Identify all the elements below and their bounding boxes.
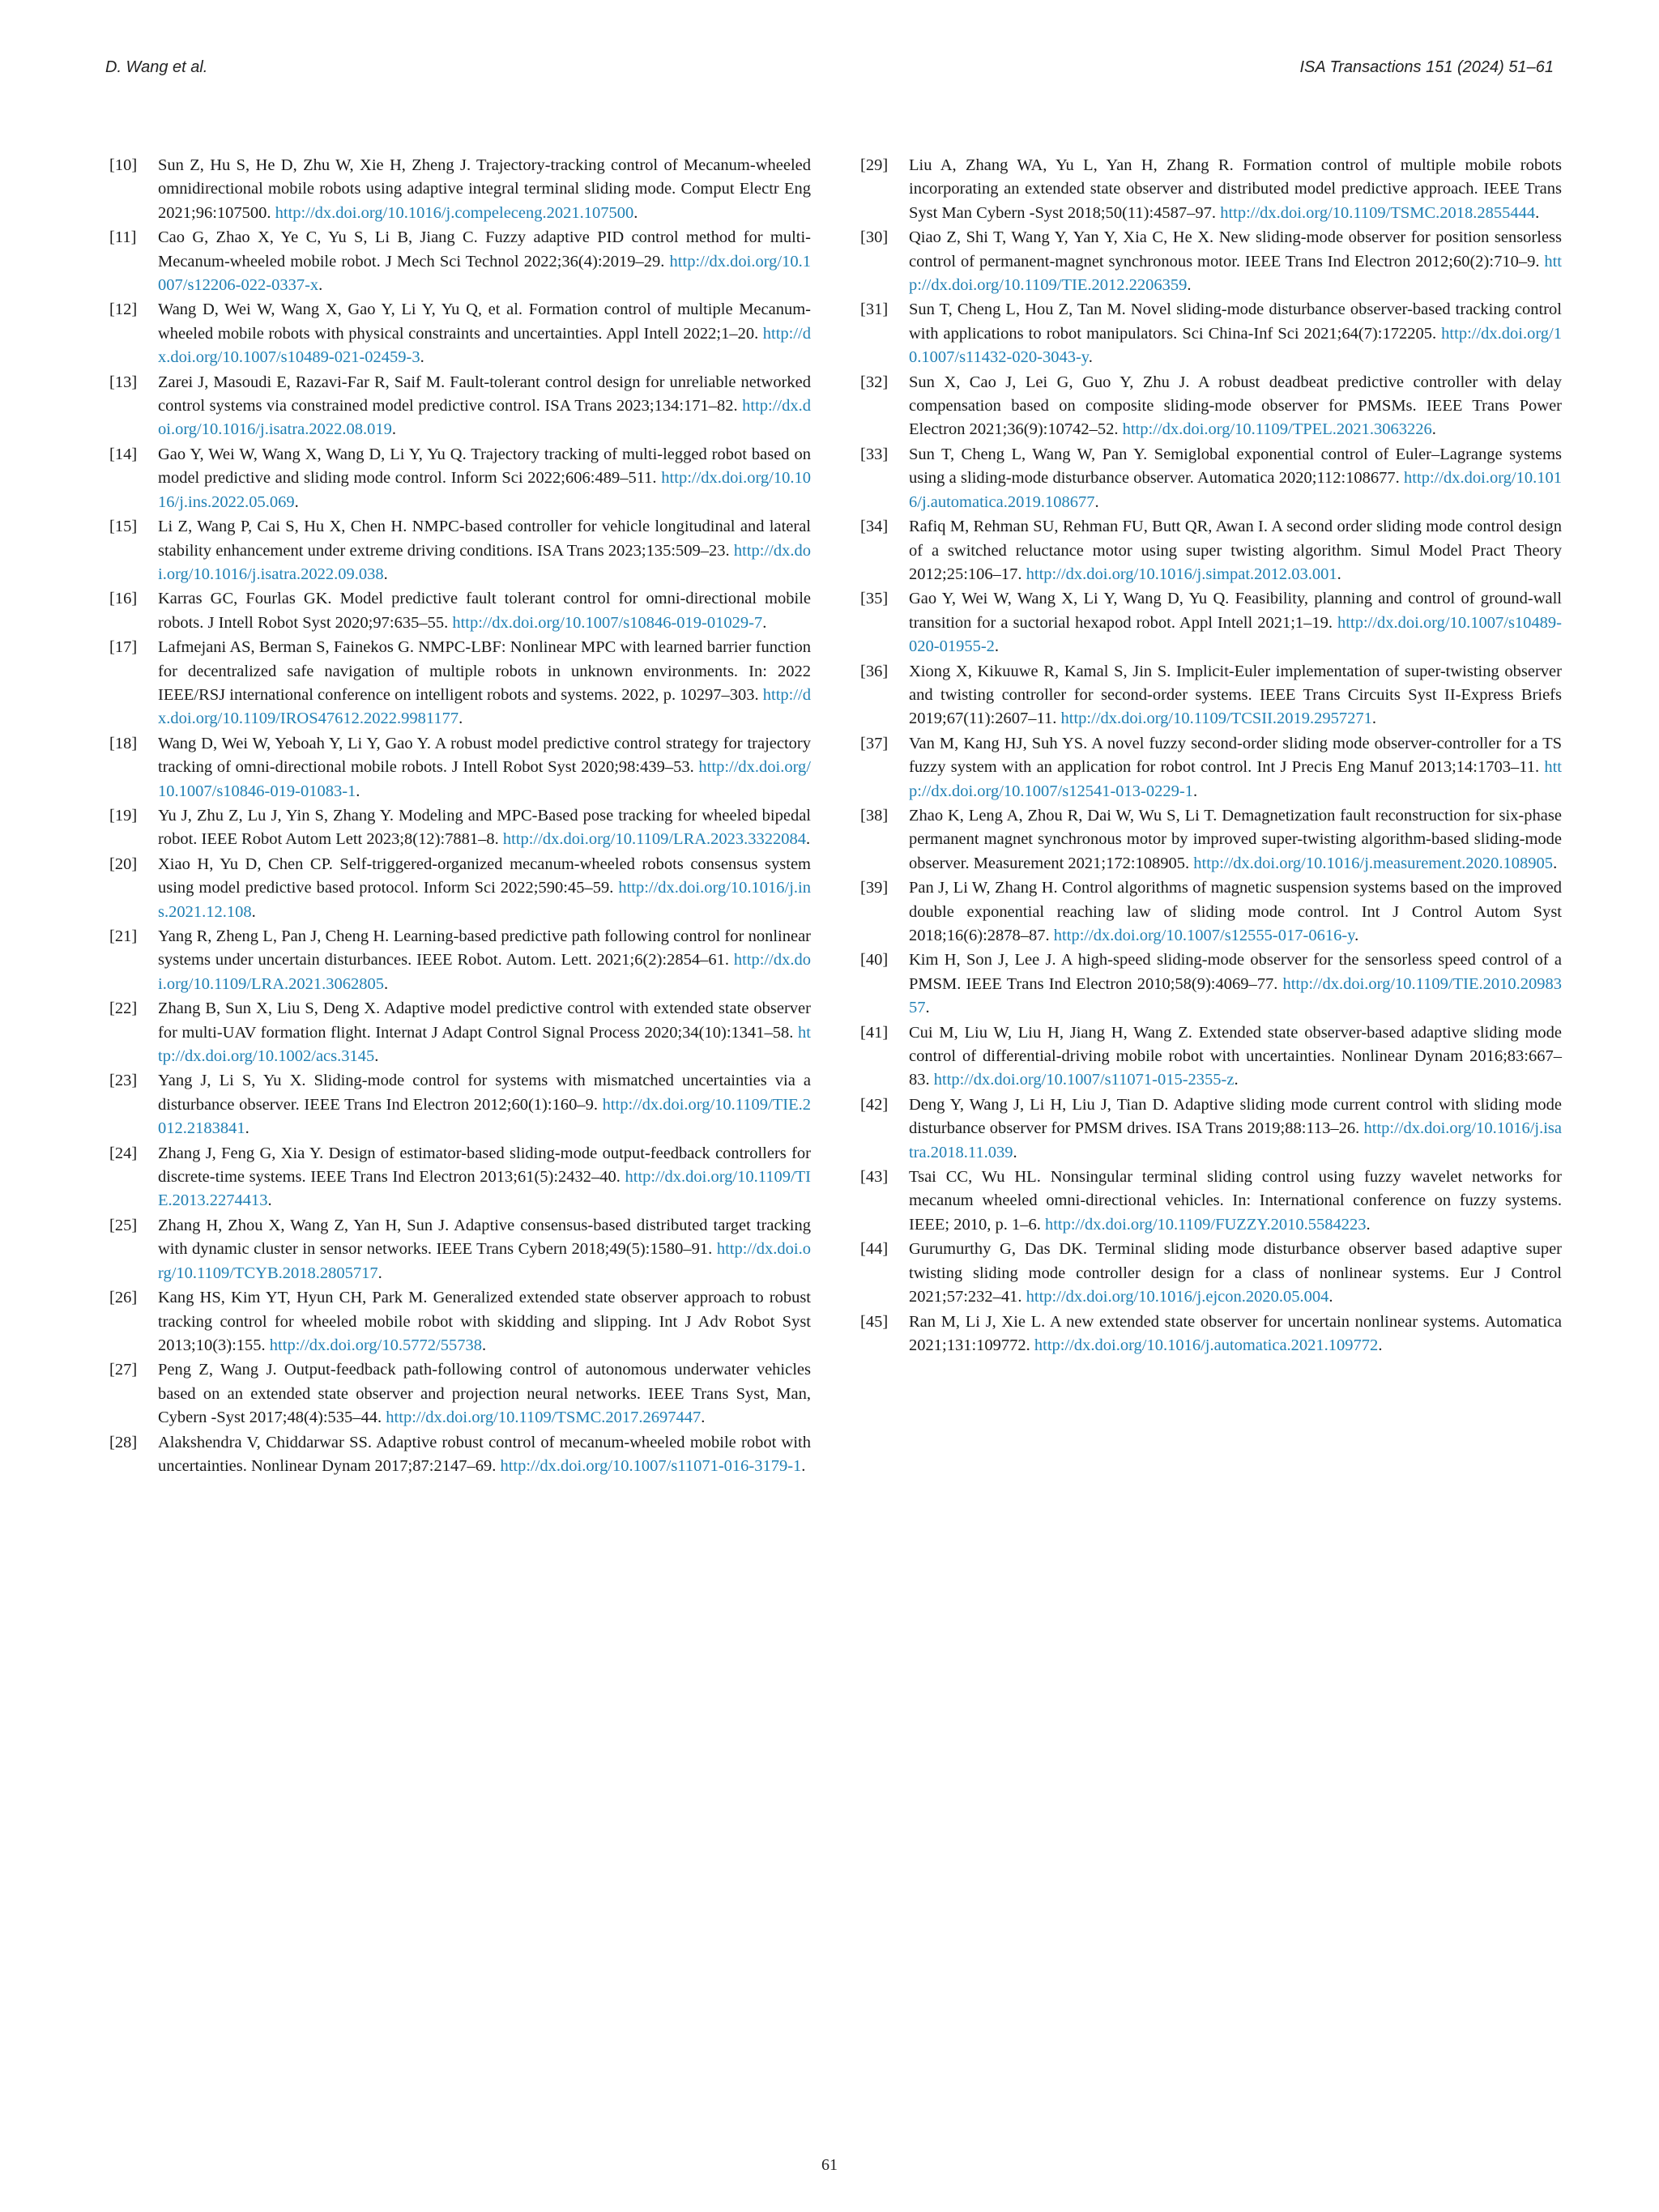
reference-doi-link[interactable]: http://dx.doi.org/10.1109/TSMC.2017.2697447: [386, 1409, 702, 1427]
reference-end-punctuation: .: [384, 974, 389, 993]
reference-end-punctuation: .: [1328, 1288, 1333, 1306]
reference-number: [31]: [860, 300, 889, 319]
reference-end-punctuation: .: [377, 1264, 382, 1282]
reference-doi-link[interactable]: http://dx.doi.org/10.1007/s11071-015-2355-z: [933, 1071, 1235, 1089]
reference-number: [41]: [860, 1023, 889, 1042]
reference-number: [45]: [860, 1312, 889, 1331]
reference-number: [24]: [109, 1144, 138, 1162]
reference-end-punctuation: .: [1187, 276, 1192, 295]
reference-end-punctuation: .: [994, 637, 1000, 656]
reference-doi-link[interactable]: http://dx.doi.org/10.1016/j.ins.2021.12.108: [158, 879, 811, 921]
reference-item: [109, 1431, 811, 1479]
reference-item: [109, 515, 811, 586]
reference-number: [36]: [860, 662, 889, 680]
reference-text: Kim H, Son J, Lee J. A high-speed sliding-mode observer for the sensorless speed control of a PMSM. IEEE Trans Ind Electron 2010;58(9):4069–77.: [909, 951, 1562, 993]
reference-text: Sun T, Cheng L, Wang W, Pan Y. Semiglobal exponential control of Euler–Lagrange systems using a sliding-mode disturbance observer. Automatica 2020;112:108677.: [909, 445, 1562, 488]
reference-text: Li Z, Wang P, Cai S, Hu X, Chen H. NMPC-based controller for vehicle longitudinal and lateral stability enhancement under extreme driving conditions. ISA Trans 2023;135:509–23.: [158, 518, 811, 560]
reference-end-punctuation: .: [318, 276, 323, 295]
reference-item: [860, 154, 1562, 225]
reference-doi-link[interactable]: http://dx.doi.org/10.1016/j.automatica.2019.108677: [909, 469, 1562, 511]
reference-number: [17]: [109, 638, 138, 657]
reference-text: Alakshendra V, Chiddarwar SS. Adaptive robust control of mecanum-wheeled mobile robot with uncertainties. Nonlinear Dynam 2017;87:2147–69.: [158, 1433, 811, 1475]
reference-item: [860, 876, 1562, 948]
reference-end-punctuation: .: [1431, 420, 1436, 439]
header-authors: D. Wang et al.: [105, 58, 208, 76]
reference-item: [860, 1021, 1562, 1093]
reference-item: [109, 1214, 811, 1285]
reference-item: [860, 226, 1562, 297]
reference-text: Wang D, Wei W, Yeboah Y, Li Y, Gao Y. A robust model predictive control strategy for trajectory tracking of omni-directional mobile robots. J Intell Robot Syst 2020;98:439–53.: [158, 734, 811, 777]
reference-doi-link[interactable]: http://dx.doi.org/10.1109/TCYB.2018.2805717: [158, 1240, 811, 1282]
reference-number: [22]: [109, 999, 138, 1018]
reference-doi-link[interactable]: http://dx.doi.org/10.1016/j.compeleceng.2021.107500: [275, 203, 634, 222]
reference-text: Gurumurthy G, Das DK. Terminal sliding mode disturbance observer based adaptive super twisting sliding mode controller design for a class of nonlinear systems. Eur J Control 2021;57:232–41.: [909, 1240, 1562, 1306]
reference-item: [860, 515, 1562, 586]
reference-number: [34]: [860, 518, 889, 536]
reference-item: [109, 1069, 811, 1140]
reference-item: [860, 1166, 1562, 1237]
reference-end-punctuation: .: [1535, 203, 1540, 222]
reference-doi-link[interactable]: http://dx.doi.org/10.1109/TPEL.2021.3063226: [1122, 420, 1432, 439]
reference-doi-link[interactable]: http://dx.doi.org/10.5772/55738: [269, 1336, 482, 1354]
reference-end-punctuation: .: [1553, 854, 1558, 872]
reference-end-punctuation: .: [374, 1047, 379, 1066]
reference-end-punctuation: .: [294, 492, 299, 511]
reference-doi-link[interactable]: http://dx.doi.org/10.1109/IROS47612.2022.9981177: [158, 685, 811, 728]
reference-item: [860, 732, 1562, 803]
reference-item: [109, 636, 811, 731]
reference-end-punctuation: .: [1088, 348, 1093, 367]
reference-number: [44]: [860, 1240, 889, 1259]
reference-item: [109, 732, 811, 803]
reference-end-punctuation: .: [925, 999, 930, 1017]
reference-item: [860, 1311, 1562, 1358]
reference-text: Yang R, Zheng L, Pan J, Cheng H. Learning-based predictive path following control for nonlinear systems under uncertain disturbances. IEEE Robot. Autom. Lett. 2021;6(2):2854–61.: [158, 927, 811, 970]
reference-end-punctuation: .: [1192, 782, 1198, 800]
reference-doi-link[interactable]: http://dx.doi.org/10.1109/LRA.2023.3322084: [502, 830, 807, 849]
reference-number: [30]: [860, 228, 889, 247]
reference-item: [109, 1142, 811, 1213]
reference-number: [37]: [860, 734, 889, 752]
reference-doi-link[interactable]: http://dx.doi.org/10.1007/s12541-013-0229-1: [909, 758, 1562, 800]
reference-text: Van M, Kang HJ, Suh YS. A novel fuzzy second-order sliding mode observer-controller for a TS fuzzy system with an application for robot control. Int J Precis Eng Manuf 2013;14:1703–11.: [909, 734, 1562, 777]
reference-end-punctuation: .: [251, 902, 256, 921]
reference-number: [18]: [109, 734, 138, 752]
reference-number: [40]: [860, 951, 889, 970]
reference-text: Xiao H, Yu D, Chen CP. Self-triggered-organized mecanum-wheeled robots consensus system using model predictive based protocol. Inform Sci 2022;590:45–59.: [158, 855, 811, 897]
reference-number: [26]: [109, 1289, 138, 1307]
reference-end-punctuation: .: [458, 710, 463, 728]
reference-number: [10]: [109, 156, 138, 174]
reference-text: Wang D, Wei W, Wang X, Gao Y, Li Y, Yu Q, et al. Formation control of multiple Mecanum-wheeled mobile robots with physical constraints and uncertainties. Appl Intell 2022;1–20.: [158, 300, 811, 343]
reference-item: [109, 443, 811, 514]
reference-doi-link[interactable]: http://dx.doi.org/10.1007/s10846-019-01083-1: [158, 758, 811, 800]
reference-number: [11]: [109, 228, 137, 247]
reference-doi-link[interactable]: http://dx.doi.org/10.1007/s10489-020-01955-2: [909, 613, 1562, 656]
reference-text: Zhang J, Feng G, Xia Y. Design of estimator-based sliding-mode output-feedback controllers for discrete-time systems. IEEE Trans Ind Electron 2013;61(5):2432–40.: [158, 1144, 811, 1187]
reference-number: [42]: [860, 1095, 889, 1114]
reference-item: [109, 371, 811, 442]
reference-end-punctuation: .: [762, 613, 767, 632]
reference-doi-link[interactable]: http://dx.doi.org/10.1109/LRA.2021.3062805: [158, 951, 811, 993]
reference-doi-link[interactable]: http://dx.doi.org/10.1016/j.measurement.2020.108905: [1193, 854, 1554, 872]
reference-text: Pan J, Li W, Zhang H. Control algorithms of magnetic suspension systems based on the improved double exponential reaching law of sliding mode control. Int J Control Autom Syst 2018;16(6):2878–87.: [909, 879, 1562, 944]
reference-text: Zhao K, Leng A, Zhou R, Dai W, Wu S, Li T. Demagnetization fault reconstruction for six-phase permanent magnet synchronous motor by improved super-twisting algorithm-based sliding-mode observer. Measurement 2021;172:108905.: [909, 806, 1562, 872]
reference-item: [109, 925, 811, 996]
reference-doi-link[interactable]: http://dx.doi.org/10.1016/j.ejcon.2020.05.004: [1026, 1288, 1329, 1306]
reference-item: [860, 948, 1562, 1020]
reference-doi-link[interactable]: http://dx.doi.org/10.1016/j.ins.2022.05.069: [158, 469, 811, 511]
reference-item: [109, 1286, 811, 1357]
reference-doi-link[interactable]: http://dx.doi.org/10.1007/s10846-019-01029-7: [452, 613, 763, 632]
reference-text: Zhang B, Sun X, Liu S, Deng X. Adaptive model predictive control with extended state observer for multi-UAV formation flight. Internat J Adapt Control Signal Process 2020;34(10):1341–58.: [158, 999, 811, 1042]
reference-number: [12]: [109, 300, 138, 319]
reference-number: [27]: [109, 1361, 138, 1379]
reference-end-punctuation: .: [1371, 710, 1377, 728]
reference-doi-link[interactable]: http://dx.doi.org/10.1109/FUZZY.2010.5584223: [1044, 1215, 1367, 1234]
reference-item: [860, 443, 1562, 514]
reference-item: [860, 371, 1562, 442]
reference-number: [21]: [109, 927, 138, 945]
reference-end-punctuation: .: [1013, 1143, 1017, 1161]
references-left-column: [109, 154, 811, 1479]
header-journal: ISA Transactions 151 (2024) 51–61: [1299, 58, 1554, 76]
reference-item: [109, 154, 811, 225]
reference-item: [860, 1093, 1562, 1165]
reference-number: [29]: [860, 156, 889, 174]
reference-number: [13]: [109, 373, 138, 391]
reference-number: [25]: [109, 1216, 138, 1234]
reference-doi-link[interactable]: http://dx.doi.org/10.1109/TSMC.2018.2855444: [1220, 203, 1536, 222]
reference-number: [28]: [109, 1433, 138, 1451]
reference-number: [15]: [109, 518, 138, 536]
reference-text: Lafmejani AS, Berman S, Fainekos G. NMPC-LBF: Nonlinear MPC with learned barrier function for decentralized safe navigation of multiple robots in unknown environments. In: 2022 IEEE/RSJ international conference on intelligent robots and systems. 2022, p. 10297–303.: [158, 638, 811, 704]
reference-doi-link[interactable]: http://dx.doi.org/10.1016/j.simpat.2012.03.001: [1026, 565, 1337, 583]
reference-doi-link[interactable]: http://dx.doi.org/10.1007/s11432-020-3043-y: [909, 324, 1562, 367]
reference-item: [860, 298, 1562, 369]
reference-text: Qiao Z, Shi T, Wang Y, Yan Y, Xia C, He X. New sliding-mode observer for position sensorless control of permanent-magnet synchronous motor. IEEE Trans Ind Electron 2012;60(2):710–9.: [909, 228, 1562, 271]
reference-number: [32]: [860, 373, 889, 391]
reference-end-punctuation: .: [1354, 927, 1359, 944]
reference-doi-link[interactable]: http://dx.doi.org/10.1109/TIE.2012.2206359: [909, 252, 1562, 295]
reference-number: [43]: [860, 1168, 889, 1187]
reference-text: Deng Y, Wang J, Li H, Liu J, Tian D. Adaptive sliding mode current control with sliding mode disturbance observer for PMSM drives. ISA Trans 2019;88:113–26.: [909, 1095, 1562, 1138]
reference-end-punctuation: .: [245, 1119, 249, 1138]
reference-end-punctuation: .: [1378, 1336, 1383, 1354]
reference-number: [33]: [860, 445, 889, 463]
reference-text: Liu A, Zhang WA, Yu L, Yan H, Zhang R. Formation control of multiple mobile robots incorporating an extended state observer and distributed model predictive approach. IEEE Trans Syst Man Cybern -Syst 2018;50(11):4587–97.: [909, 156, 1562, 222]
reference-text: Sun Z, Hu S, He D, Zhu W, Xie H, Zheng J. Trajectory-tracking control of Mecanum-wheeled omnidirectional mobile robots using adaptive integral terminal sliding mode. Comput Electr Eng 2021;96:107500.: [158, 156, 811, 222]
reference-text: Xiong X, Kikuuwe R, Kamal S, Jin S. Implicit-Euler implementation of super-twisting observer and twisting controller for second-order systems. IEEE Trans Circuits Syst II-Express Briefs 2019;67(11):2607–11.: [909, 662, 1562, 728]
reference-text: Rafiq M, Rehman SU, Rehman FU, Butt QR, Awan I. A second order sliding mode control design of a switched reluctance motor using super twisting algorithm. Simul Model Pract Theory 2012;25:106–17.: [909, 518, 1562, 583]
reference-doi-link[interactable]: http://dx.doi.org/10.1016/j.automatica.2021.109772: [1034, 1336, 1379, 1354]
reference-text: Gao Y, Wei W, Wang X, Li Y, Wang D, Yu Q. Feasibility, planning and control of ground-wall transition for a suctorial hexapod robot. Appl Intell 2021;1–19.: [909, 590, 1562, 632]
reference-doi-link[interactable]: http://dx.doi.org/10.1007/s12555-017-0616-y: [1053, 927, 1355, 944]
reference-end-punctuation: .: [420, 348, 424, 367]
reference-item: [109, 804, 811, 852]
reference-end-punctuation: .: [383, 565, 388, 583]
reference-item: [109, 1358, 811, 1430]
reference-number: [19]: [109, 806, 138, 825]
page-number: 61: [821, 2156, 838, 2174]
reference-item: [109, 997, 811, 1068]
reference-text: Peng Z, Wang J. Output-feedback path-following control of autonomous underwater vehicles based on an extended state observer and projection neural networks. IEEE Trans Syst, Man, Cybern -Syst 2017;48(4):535–44.: [158, 1361, 811, 1427]
reference-doi-link[interactable]: http://dx.doi.org/10.1016/j.isatra.2022.09.038: [158, 541, 811, 583]
reference-text: Cui M, Liu W, Liu H, Jiang H, Wang Z. Extended state observer-based adaptive sliding mode control of differential-driving mobile robot with uncertainties. Nonlinear Dynam 2016;83:667–83.: [909, 1023, 1562, 1089]
reference-end-punctuation: .: [481, 1336, 487, 1354]
reference-doi-link[interactable]: http://dx.doi.org/10.1007/s12206-022-0337-x: [158, 252, 811, 295]
reference-doi-link[interactable]: http://dx.doi.org/10.1109/TIE.2010.2098357: [909, 974, 1562, 1017]
reference-number: [35]: [860, 590, 889, 608]
references-right-column: [860, 154, 1562, 1358]
reference-end-punctuation: .: [633, 203, 638, 222]
reference-end-punctuation: .: [806, 830, 811, 849]
reference-text: Sun X, Cao J, Lei G, Guo Y, Zhu J. A robust deadbeat predictive controller with delay compensation based on composite sliding-mode observer for PMSMs. IEEE Trans Power Electron 2021;36(9):10742–52.: [909, 373, 1562, 439]
reference-number: [16]: [109, 590, 138, 608]
reference-item: [860, 804, 1562, 876]
reference-item: [860, 660, 1562, 731]
reference-doi-link[interactable]: http://dx.doi.org/10.1016/j.isatra.2022.08.019: [158, 397, 811, 439]
reference-item: [109, 587, 811, 635]
reference-doi-link[interactable]: http://dx.doi.org/10.1007/s10489-021-02459-3: [158, 324, 811, 367]
reference-item: [109, 853, 811, 924]
reference-text: Sun T, Cheng L, Hou Z, Tan M. Novel sliding-mode disturbance observer-based tracking control with applications to robot manipulators. Sci China-Inf Sci 2021;64(7):172205.: [909, 300, 1562, 343]
reference-end-punctuation: .: [1366, 1215, 1371, 1234]
reference-number: [39]: [860, 879, 889, 897]
reference-item: [860, 1238, 1562, 1309]
reference-end-punctuation: .: [1094, 492, 1099, 511]
reference-number: [14]: [109, 445, 138, 463]
reference-end-punctuation: .: [1337, 565, 1341, 583]
reference-doi-link[interactable]: http://dx.doi.org/10.1016/j.isatra.2018.11.039: [909, 1119, 1562, 1161]
reference-number: [38]: [860, 806, 889, 825]
reference-text: Yu J, Zhu Z, Lu J, Yin S, Zhang Y. Modeling and MPC-Based pose tracking for wheeled bipedal robot. IEEE Robot Autom Lett 2023;8(12):7881–8.: [158, 806, 811, 849]
reference-text: Cao G, Zhao X, Ye C, Yu S, Li B, Jiang C. Fuzzy adaptive PID control method for multi-Mecanum-wheeled mobile robot. J Mech Sci Technol 2022;36(4):2019–29.: [158, 228, 811, 271]
reference-doi-link[interactable]: http://dx.doi.org/10.1109/TCSII.2019.2957271: [1060, 710, 1372, 728]
reference-doi-link[interactable]: http://dx.doi.org/10.1007/s11071-016-3179-1: [500, 1456, 802, 1475]
reference-text: Yang J, Li S, Yu X. Sliding-mode control for systems with mismatched uncertainties via a disturbance observer. IEEE Trans Ind Electron 2012;60(1):160–9.: [158, 1072, 811, 1114]
reference-end-punctuation: .: [701, 1409, 706, 1427]
reference-end-punctuation: .: [267, 1191, 272, 1210]
reference-item: [860, 587, 1562, 658]
reference-item: [109, 298, 811, 369]
reference-number: [20]: [109, 855, 138, 873]
reference-item: [109, 226, 811, 297]
reference-text: Karras GC, Fourlas GK. Model predictive fault tolerant control for omni-directional mobile robots. J Intell Robot Syst 2020;97:635–55.: [158, 590, 811, 632]
reference-end-punctuation: .: [356, 782, 360, 800]
reference-end-punctuation: .: [391, 420, 397, 439]
running-head: [105, 58, 1554, 87]
reference-doi-link[interactable]: http://dx.doi.org/10.1002/acs.3145: [158, 1023, 811, 1066]
reference-text: Zarei J, Masoudi E, Razavi-Far R, Saif M. Fault-tolerant control design for unreliable networked control systems via constrained model predictive control. ISA Trans 2023;134:171–82.: [158, 373, 811, 416]
reference-doi-link[interactable]: http://dx.doi.org/10.1109/TIE.2013.2274413: [158, 1168, 811, 1210]
reference-text: Tsai CC, Wu HL. Nonsingular terminal sliding control using fuzzy wavelet networks for mecanum wheeled omni-directional vehicles. In: International conference on fuzzy systems. IEEE; 2010, p. 1–6.: [909, 1168, 1562, 1234]
reference-text: Kang HS, Kim YT, Hyun CH, Park M. Generalized extended state observer approach to robust tracking control for wheeled mobile robot with skidding and slipping. Int J Adv Robot Syst 2013;10(3):155.: [158, 1289, 811, 1354]
reference-end-punctuation: .: [801, 1456, 806, 1475]
reference-end-punctuation: .: [1234, 1071, 1239, 1089]
reference-number: [23]: [109, 1072, 138, 1090]
reference-text: Ran M, Li J, Xie L. A new extended state observer for uncertain nonlinear systems. Automatica 2021;131:109772.: [909, 1312, 1562, 1354]
reference-doi-link[interactable]: http://dx.doi.org/10.1109/TIE.2012.2183841: [158, 1095, 811, 1138]
reference-text: Zhang H, Zhou X, Wang Z, Yan H, Sun J. Adaptive consensus-based distributed target tracking with dynamic cluster in sensor networks. IEEE Trans Cybern 2018;49(5):1580–91.: [158, 1216, 811, 1259]
reference-text: Gao Y, Wei W, Wang X, Wang D, Li Y, Yu Q. Trajectory tracking of multi-legged robot based on model predictive and sliding mode control. Inform Sci 2022;606:489–511.: [158, 445, 811, 488]
